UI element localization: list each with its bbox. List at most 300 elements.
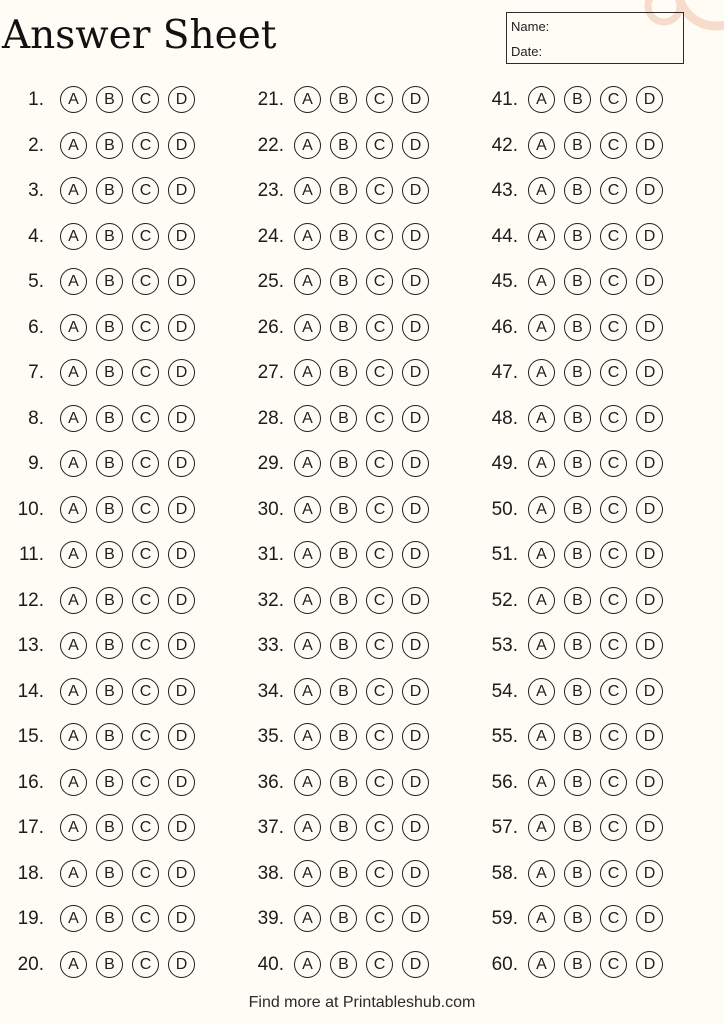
answer-bubble-a[interactable]: A <box>294 314 321 341</box>
question-row <box>482 490 702 530</box>
answer-bubble-c[interactable]: C <box>132 314 159 341</box>
answer-bubble-c[interactable]: C <box>600 541 627 568</box>
answer-bubble-a[interactable]: A <box>528 723 555 750</box>
answer-bubble-b[interactable]: B <box>96 814 123 841</box>
answer-bubble-b[interactable]: B <box>564 541 591 568</box>
answer-bubble-a[interactable]: A <box>294 814 321 841</box>
answer-bubble-a[interactable]: A <box>528 769 555 796</box>
answer-bubble-b[interactable]: B <box>564 632 591 659</box>
answer-bubble-c[interactable]: C <box>132 405 159 432</box>
answer-bubble-d[interactable]: D <box>168 951 195 978</box>
answer-bubble-d[interactable]: D <box>168 769 195 796</box>
answer-bubble-c[interactable]: C <box>132 860 159 887</box>
answer-bubble-b[interactable]: B <box>96 86 123 113</box>
answer-bubble-a[interactable]: A <box>60 860 87 887</box>
answer-bubble-d[interactable]: D <box>636 496 663 523</box>
answer-bubble-c[interactable]: C <box>132 223 159 250</box>
question-number: 52. <box>491 589 518 611</box>
answer-bubble-d[interactable]: D <box>402 177 429 204</box>
answer-bubble-b[interactable]: B <box>330 86 357 113</box>
answer-bubble-c[interactable]: C <box>600 268 627 295</box>
question-number: 21. <box>257 89 284 110</box>
answer-bubble-d[interactable]: D <box>168 678 195 705</box>
question-row <box>482 808 702 848</box>
answer-bubble-c[interactable]: C <box>600 405 627 432</box>
question-number: 13. <box>17 635 44 656</box>
answer-bubble-a[interactable]: A <box>294 132 321 159</box>
question-number: 23. <box>257 180 284 201</box>
answer-bubble-c[interactable]: C <box>366 177 393 204</box>
answer-bubble-c[interactable]: C <box>132 541 159 568</box>
answer-bubble-d[interactable]: D <box>636 450 663 477</box>
answer-bubble-d[interactable]: D <box>168 268 195 295</box>
answer-bubble-b[interactable]: B <box>564 723 591 750</box>
answer-bubble-d[interactable]: D <box>402 496 429 523</box>
answer-bubble-d[interactable]: D <box>402 541 429 568</box>
answer-bubble-c[interactable]: C <box>132 905 159 932</box>
answer-bubble-b[interactable]: B <box>96 132 123 159</box>
answer-bubble-d[interactable]: D <box>636 268 663 295</box>
answer-bubble-d[interactable]: D <box>636 587 663 614</box>
answer-bubble-d[interactable]: D <box>168 814 195 841</box>
answer-bubble-a[interactable]: A <box>528 359 555 386</box>
answer-bubble-a[interactable]: A <box>528 632 555 659</box>
answer-bubble-d[interactable]: D <box>168 541 195 568</box>
answer-bubble-a[interactable]: A <box>294 632 321 659</box>
answer-bubble-d[interactable]: D <box>636 177 663 204</box>
answer-bubble-d[interactable]: D <box>636 405 663 432</box>
answer-bubble-a[interactable]: A <box>528 405 555 432</box>
answer-bubble-b[interactable]: B <box>330 314 357 341</box>
answer-bubble-c[interactable]: C <box>366 814 393 841</box>
question-row <box>14 171 234 211</box>
answer-bubble-a[interactable]: A <box>528 268 555 295</box>
answer-bubble-a[interactable]: A <box>60 314 87 341</box>
question-row <box>14 717 234 757</box>
answer-bubble-a[interactable]: A <box>60 723 87 750</box>
answer-bubble-d[interactable]: D <box>402 905 429 932</box>
answer-bubble-b[interactable]: B <box>330 541 357 568</box>
answer-bubble-c[interactable]: C <box>132 496 159 523</box>
answer-bubble-b[interactable]: B <box>330 905 357 932</box>
answer-bubble-c[interactable]: C <box>366 405 393 432</box>
answer-bubble-a[interactable]: A <box>528 132 555 159</box>
answer-bubble-a[interactable]: A <box>528 450 555 477</box>
answer-bubble-a[interactable]: A <box>294 769 321 796</box>
answer-bubble-a[interactable]: A <box>60 223 87 250</box>
answer-bubble-a[interactable]: A <box>60 587 87 614</box>
answer-bubble-d[interactable]: D <box>402 359 429 386</box>
answer-bubble-b[interactable]: B <box>330 450 357 477</box>
answer-bubble-b[interactable]: B <box>96 905 123 932</box>
answer-bubble-c[interactable]: C <box>600 769 627 796</box>
answer-bubble-c[interactable]: C <box>366 223 393 250</box>
question-row <box>14 535 234 575</box>
question-row <box>248 80 468 120</box>
answer-bubble-b[interactable]: B <box>96 359 123 386</box>
answer-bubble-d[interactable]: D <box>168 223 195 250</box>
answer-bubble-d[interactable]: D <box>402 405 429 432</box>
question-number: 36. <box>257 771 284 793</box>
answer-bubble-b[interactable]: B <box>564 132 591 159</box>
answer-bubble-b[interactable]: B <box>564 405 591 432</box>
answer-bubble-c[interactable]: C <box>366 359 393 386</box>
answer-bubble-d[interactable]: D <box>636 769 663 796</box>
answer-bubble-c[interactable]: C <box>132 450 159 477</box>
question-number: 37. <box>257 817 284 838</box>
answer-bubble-b[interactable]: B <box>564 678 591 705</box>
answer-bubble-b[interactable]: B <box>96 177 123 204</box>
question-row <box>482 626 702 666</box>
answer-bubble-d[interactable]: D <box>402 723 429 750</box>
answer-bubble-d[interactable]: D <box>636 359 663 386</box>
answer-bubble-c[interactable]: C <box>600 678 627 705</box>
answer-bubble-b[interactable]: B <box>330 951 357 978</box>
question-row <box>482 171 702 211</box>
answer-bubble-c[interactable]: C <box>366 450 393 477</box>
question-number: 19. <box>17 908 44 929</box>
answer-bubble-c[interactable]: C <box>600 723 627 750</box>
answer-bubble-b[interactable]: B <box>564 905 591 932</box>
answer-bubble-c[interactable]: C <box>132 723 159 750</box>
answer-bubble-d[interactable]: D <box>402 86 429 113</box>
answer-bubble-b[interactable]: B <box>564 587 591 614</box>
answer-bubble-d[interactable]: D <box>168 587 195 614</box>
answer-bubble-a[interactable]: A <box>60 678 87 705</box>
answer-bubble-d[interactable]: D <box>636 541 663 568</box>
answer-bubble-b[interactable]: B <box>330 268 357 295</box>
question-row <box>14 626 234 666</box>
answer-bubble-d[interactable]: D <box>168 314 195 341</box>
answer-bubble-b[interactable]: B <box>96 723 123 750</box>
answer-bubble-c[interactable]: C <box>366 541 393 568</box>
answer-bubble-c[interactable]: C <box>600 86 627 113</box>
question-row <box>248 854 468 894</box>
answer-bubble-c[interactable]: C <box>600 814 627 841</box>
question-number: 60. <box>491 953 518 975</box>
question-number: 8. <box>28 407 44 429</box>
answer-bubble-a[interactable]: A <box>294 450 321 477</box>
answer-bubble-a[interactable]: A <box>294 860 321 887</box>
answer-bubble-d[interactable]: D <box>402 132 429 159</box>
answer-bubble-d[interactable]: D <box>168 86 195 113</box>
answer-bubble-a[interactable]: A <box>528 223 555 250</box>
answer-bubble-a[interactable]: A <box>60 86 87 113</box>
answer-bubble-b[interactable]: B <box>564 496 591 523</box>
answer-bubble-d[interactable]: D <box>636 632 663 659</box>
question-row <box>248 444 468 484</box>
answer-bubble-b[interactable]: B <box>330 132 357 159</box>
answer-bubble-a[interactable]: A <box>294 951 321 978</box>
answer-bubble-c[interactable]: C <box>366 268 393 295</box>
answer-bubble-b[interactable]: B <box>330 860 357 887</box>
answer-bubble-b[interactable]: B <box>564 359 591 386</box>
answer-bubble-a[interactable]: A <box>294 905 321 932</box>
answer-bubble-c[interactable]: C <box>132 632 159 659</box>
answer-bubble-a[interactable]: A <box>294 223 321 250</box>
answer-bubble-d[interactable]: D <box>402 223 429 250</box>
question-number: 26. <box>257 316 284 338</box>
answer-bubble-c[interactable]: C <box>600 223 627 250</box>
answer-bubble-c[interactable]: C <box>132 359 159 386</box>
answer-bubble-b[interactable]: B <box>564 951 591 978</box>
answer-bubble-c[interactable]: C <box>600 314 627 341</box>
answer-bubble-b[interactable]: B <box>96 314 123 341</box>
answer-bubble-a[interactable]: A <box>528 541 555 568</box>
question-number: 22. <box>257 134 284 156</box>
answer-bubble-a[interactable]: A <box>528 951 555 978</box>
answer-bubble-b[interactable]: B <box>96 951 123 978</box>
question-number: 33. <box>257 635 284 656</box>
answer-bubble-d[interactable]: D <box>168 632 195 659</box>
answer-bubble-d[interactable]: D <box>402 860 429 887</box>
answer-bubble-c[interactable]: C <box>600 450 627 477</box>
answer-bubble-c[interactable]: C <box>366 905 393 932</box>
answer-bubble-d[interactable]: D <box>402 314 429 341</box>
question-number: 39. <box>257 908 284 929</box>
answer-bubble-b[interactable]: B <box>96 587 123 614</box>
answer-bubble-b[interactable]: B <box>330 814 357 841</box>
answer-bubble-b[interactable]: B <box>564 177 591 204</box>
question-number: 10. <box>17 498 44 520</box>
answer-bubble-c[interactable]: C <box>600 905 627 932</box>
question-row <box>14 808 234 848</box>
question-row <box>482 717 702 757</box>
answer-bubble-d[interactable]: D <box>168 860 195 887</box>
name-date-box[interactable] <box>506 12 684 64</box>
answer-bubble-a[interactable]: A <box>294 86 321 113</box>
answer-bubble-c[interactable]: C <box>600 359 627 386</box>
answer-bubble-b[interactable]: B <box>330 177 357 204</box>
answer-bubble-a[interactable]: A <box>528 905 555 932</box>
answer-bubble-c[interactable]: C <box>600 587 627 614</box>
answer-bubble-d[interactable]: D <box>402 769 429 796</box>
question-number: 32. <box>257 589 284 611</box>
answer-bubble-a[interactable]: A <box>528 177 555 204</box>
answer-bubble-d[interactable]: D <box>636 951 663 978</box>
answer-bubble-d[interactable]: D <box>636 678 663 705</box>
answer-bubble-d[interactable]: D <box>402 587 429 614</box>
question-row <box>14 581 234 621</box>
answer-bubble-b[interactable]: B <box>564 860 591 887</box>
answer-bubble-c[interactable]: C <box>132 814 159 841</box>
answer-bubble-a[interactable]: A <box>528 678 555 705</box>
answer-bubble-a[interactable]: A <box>60 951 87 978</box>
answer-bubble-b[interactable]: B <box>330 359 357 386</box>
answer-bubble-d[interactable]: D <box>168 177 195 204</box>
question-number: 47. <box>491 362 518 383</box>
answer-bubble-c[interactable]: C <box>366 769 393 796</box>
answer-bubble-d[interactable]: D <box>168 905 195 932</box>
answer-bubble-d[interactable]: D <box>636 905 663 932</box>
answer-bubble-a[interactable]: A <box>528 814 555 841</box>
answer-bubble-c[interactable]: C <box>366 86 393 113</box>
answer-bubble-b[interactable]: B <box>564 268 591 295</box>
question-row <box>248 899 468 939</box>
question-number: 5. <box>28 271 44 292</box>
answer-bubble-a[interactable]: A <box>294 541 321 568</box>
answer-bubble-b[interactable]: B <box>96 223 123 250</box>
answer-bubble-d[interactable]: D <box>402 268 429 295</box>
answer-bubble-a[interactable]: A <box>294 587 321 614</box>
answer-bubble-a[interactable]: A <box>528 86 555 113</box>
answer-bubble-c[interactable]: C <box>600 132 627 159</box>
question-number: 20. <box>17 953 44 975</box>
answer-bubble-a[interactable]: A <box>60 632 87 659</box>
answer-bubble-a[interactable]: A <box>294 678 321 705</box>
question-number: 56. <box>491 771 518 793</box>
question-row <box>248 808 468 848</box>
answer-bubble-a[interactable]: A <box>294 268 321 295</box>
answer-bubble-c[interactable]: C <box>600 951 627 978</box>
answer-bubble-d[interactable]: D <box>168 496 195 523</box>
question-number: 16. <box>17 771 44 793</box>
answer-bubble-a[interactable]: A <box>528 860 555 887</box>
answer-bubble-a[interactable]: A <box>60 405 87 432</box>
answer-bubble-b[interactable]: B <box>564 86 591 113</box>
question-row <box>248 353 468 393</box>
answer-bubble-c[interactable]: C <box>600 496 627 523</box>
answer-bubble-b[interactable]: B <box>564 814 591 841</box>
answer-bubble-a[interactable]: A <box>294 496 321 523</box>
answer-bubble-b[interactable]: B <box>564 769 591 796</box>
question-row <box>482 399 702 439</box>
answer-bubble-a[interactable]: A <box>528 587 555 614</box>
answer-bubble-d[interactable]: D <box>636 314 663 341</box>
answer-bubble-a[interactable]: A <box>294 359 321 386</box>
answer-bubble-d[interactable]: D <box>636 860 663 887</box>
answer-bubble-b[interactable]: B <box>330 678 357 705</box>
answer-bubble-c[interactable]: C <box>366 132 393 159</box>
answer-bubble-b[interactable]: B <box>330 496 357 523</box>
answer-bubble-d[interactable]: D <box>636 814 663 841</box>
answer-bubble-a[interactable]: A <box>60 359 87 386</box>
answer-bubble-d[interactable]: D <box>168 359 195 386</box>
answer-bubble-d[interactable]: D <box>168 405 195 432</box>
answer-bubble-b[interactable]: B <box>330 223 357 250</box>
answer-bubble-a[interactable]: A <box>294 723 321 750</box>
answer-bubble-b[interactable]: B <box>96 678 123 705</box>
answer-bubble-b[interactable]: B <box>330 769 357 796</box>
answer-bubble-c[interactable]: C <box>366 587 393 614</box>
answer-bubble-a[interactable]: A <box>294 177 321 204</box>
question-number: 49. <box>491 453 518 474</box>
answer-bubble-d[interactable]: D <box>636 223 663 250</box>
answer-bubble-b[interactable]: B <box>96 268 123 295</box>
answer-bubble-b[interactable]: B <box>564 314 591 341</box>
answer-bubble-b[interactable]: B <box>96 860 123 887</box>
answer-bubble-d[interactable]: D <box>636 86 663 113</box>
question-row <box>482 126 702 166</box>
question-row <box>482 217 702 257</box>
question-row <box>14 126 234 166</box>
answer-bubble-b[interactable]: B <box>330 587 357 614</box>
answer-bubble-c[interactable]: C <box>366 496 393 523</box>
question-number: 34. <box>257 680 284 702</box>
answer-bubble-b[interactable]: B <box>564 450 591 477</box>
answer-bubble-c[interactable]: C <box>366 678 393 705</box>
question-number: 29. <box>257 453 284 474</box>
question-row <box>248 581 468 621</box>
answer-bubble-d[interactable]: D <box>168 132 195 159</box>
answer-bubble-c[interactable]: C <box>132 268 159 295</box>
answer-bubble-d[interactable]: D <box>168 723 195 750</box>
answer-bubble-d[interactable]: D <box>402 632 429 659</box>
answer-bubble-a[interactable]: A <box>60 541 87 568</box>
answer-bubble-a[interactable]: A <box>60 905 87 932</box>
answer-bubble-c[interactable]: C <box>132 769 159 796</box>
answer-bubble-a[interactable]: A <box>60 769 87 796</box>
answer-bubble-c[interactable]: C <box>132 678 159 705</box>
question-row <box>482 945 702 985</box>
question-row <box>482 353 702 393</box>
answer-bubble-b[interactable]: B <box>96 769 123 796</box>
answer-bubble-c[interactable]: C <box>132 86 159 113</box>
answer-bubble-a[interactable]: A <box>60 496 87 523</box>
answer-bubble-a[interactable]: A <box>528 496 555 523</box>
answer-bubble-b[interactable]: B <box>330 632 357 659</box>
answer-bubble-a[interactable]: A <box>60 268 87 295</box>
answer-bubble-b[interactable]: B <box>96 496 123 523</box>
answer-bubble-b[interactable]: B <box>96 405 123 432</box>
answer-bubble-b[interactable]: B <box>96 450 123 477</box>
answer-bubble-b[interactable]: B <box>330 405 357 432</box>
answer-bubble-a[interactable]: A <box>60 814 87 841</box>
answer-bubble-b[interactable]: B <box>96 541 123 568</box>
answer-bubble-b[interactable]: B <box>96 632 123 659</box>
answer-bubble-b[interactable]: B <box>564 223 591 250</box>
answer-bubble-c[interactable]: C <box>132 132 159 159</box>
answer-bubble-c[interactable]: C <box>600 632 627 659</box>
answer-bubble-a[interactable]: A <box>60 177 87 204</box>
answer-bubble-c[interactable]: C <box>600 177 627 204</box>
answer-bubble-d[interactable]: D <box>636 132 663 159</box>
question-number: 58. <box>491 862 518 884</box>
answer-bubble-d[interactable]: D <box>402 814 429 841</box>
question-row <box>14 444 234 484</box>
question-number: 15. <box>17 726 44 747</box>
question-row <box>14 262 234 302</box>
question-number: 25. <box>257 271 284 292</box>
answer-bubble-c[interactable]: C <box>366 951 393 978</box>
answer-bubble-d[interactable]: D <box>168 450 195 477</box>
answer-bubble-a[interactable]: A <box>60 132 87 159</box>
answer-bubble-d[interactable]: D <box>402 678 429 705</box>
answer-bubble-d[interactable]: D <box>402 951 429 978</box>
answer-bubble-d[interactable]: D <box>636 723 663 750</box>
question-number: 40. <box>257 953 284 975</box>
answer-bubble-b[interactable]: B <box>330 723 357 750</box>
answer-bubble-c[interactable]: C <box>366 860 393 887</box>
answer-bubble-d[interactable]: D <box>402 450 429 477</box>
answer-bubble-c[interactable]: C <box>132 177 159 204</box>
answer-bubble-a[interactable]: A <box>294 405 321 432</box>
question-row <box>482 308 702 348</box>
answer-bubble-a[interactable]: A <box>528 314 555 341</box>
question-row <box>482 854 702 894</box>
answer-bubble-c[interactable]: C <box>366 723 393 750</box>
question-number: 31. <box>257 544 284 565</box>
answer-bubble-a[interactable]: A <box>60 450 87 477</box>
answer-bubble-c[interactable]: C <box>600 860 627 887</box>
answer-bubble-c[interactable]: C <box>132 587 159 614</box>
answer-bubble-c[interactable]: C <box>366 314 393 341</box>
answer-bubble-c[interactable]: C <box>366 632 393 659</box>
date-label: Date: <box>511 44 543 59</box>
question-number: 51. <box>491 544 518 565</box>
answer-bubble-c[interactable]: C <box>132 951 159 978</box>
question-row <box>14 80 234 120</box>
